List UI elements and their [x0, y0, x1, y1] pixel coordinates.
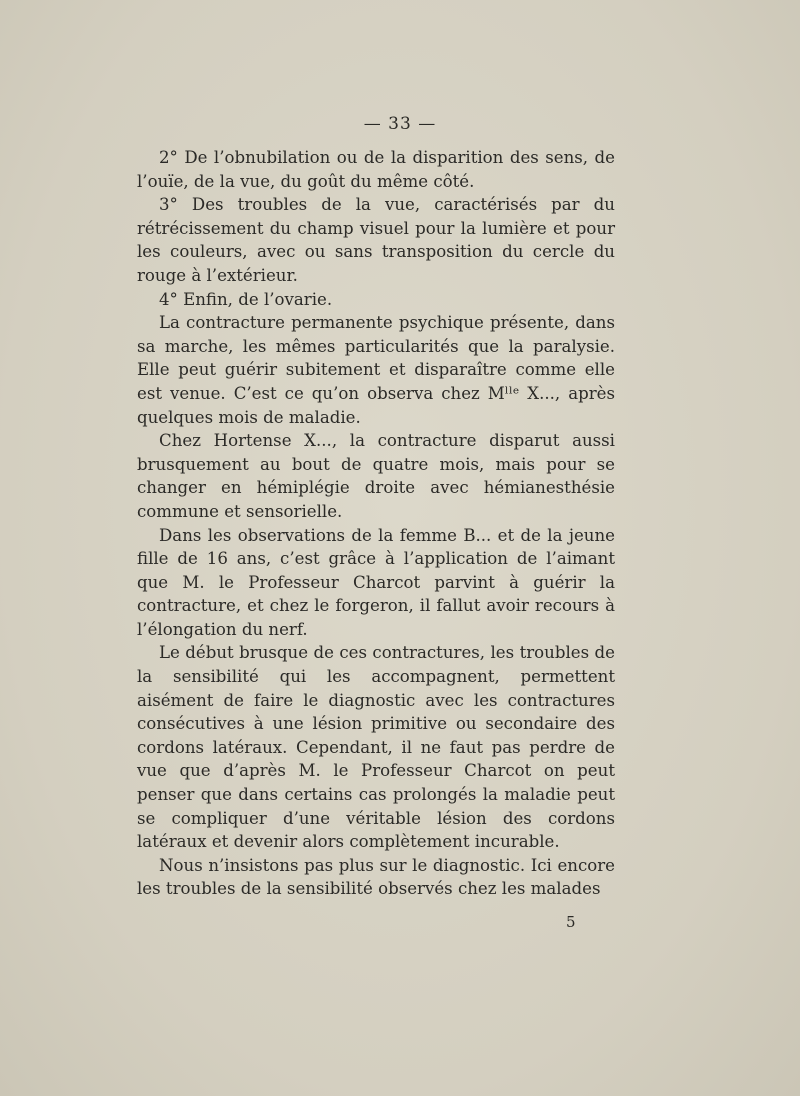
paragraph: 4° Enfin, de l’ovarie. [159, 289, 333, 309]
signature-mark: 5 [566, 913, 576, 931]
paragraph: 2° De l’obnubilation ou de la disparition des sens, de l’ouïe, de la vue, du goût du même côté. [137, 148, 615, 191]
body-text [137, 146, 615, 901]
paragraph: Chez Hortense X..., la contracture disparut aussi brusquement au bout de quatre mois, mais pour se changer en hémiplégie droite avec hémianesthésie commune et sensorielle. [137, 431, 615, 521]
paragraph: Le début brusque de ces contractures, les troubles de la sensibilité qui les accompagnent, permettent aisément de faire le diagnostic avec les contractures consécutives à une lésion primitive ou secondaire des cordons latéraux. Cependant, il ne faut pas perdre de vue que d’après M. le Professeur Charcot on peut penser que dans certains cas prolongés la maladie peut se compliquer d’une véritable lésion des cordons latéraux et devenir alors complètement incurable. [137, 643, 615, 852]
paragraph: Dans les observations de la femme B... et de la jeune fille de 16 ans, c’est grâce à l’application de l’aimant que M. le Professeur Charcot parvint à guérir la contracture, et chez le forgeron, il fallut avoir recours à l’élongation du nerf. [137, 525, 615, 639]
paragraph: 3° Des troubles de la vue, caractérisés par du rétrécissement du champ visuel pour la lumière et pour les couleurs, avec ou sans transposition du cercle du rouge à l’extérieur. [137, 195, 615, 285]
paragraph: La contracture permanente psychique présente, dans sa marche, les mêmes particularités que la paralysie. Elle peut guérir subitement et disparaître comme elle est venue. C’est ce qu’on observa chez Mˡˡᵉ X..., après quelques mois de maladie. [137, 313, 615, 427]
page-number: — 33 — [363, 114, 437, 134]
paragraph: Nous n’insistons pas plus sur le diagnostic. Ici encore les troubles de la sensibilité observés chez les malades [137, 855, 615, 899]
